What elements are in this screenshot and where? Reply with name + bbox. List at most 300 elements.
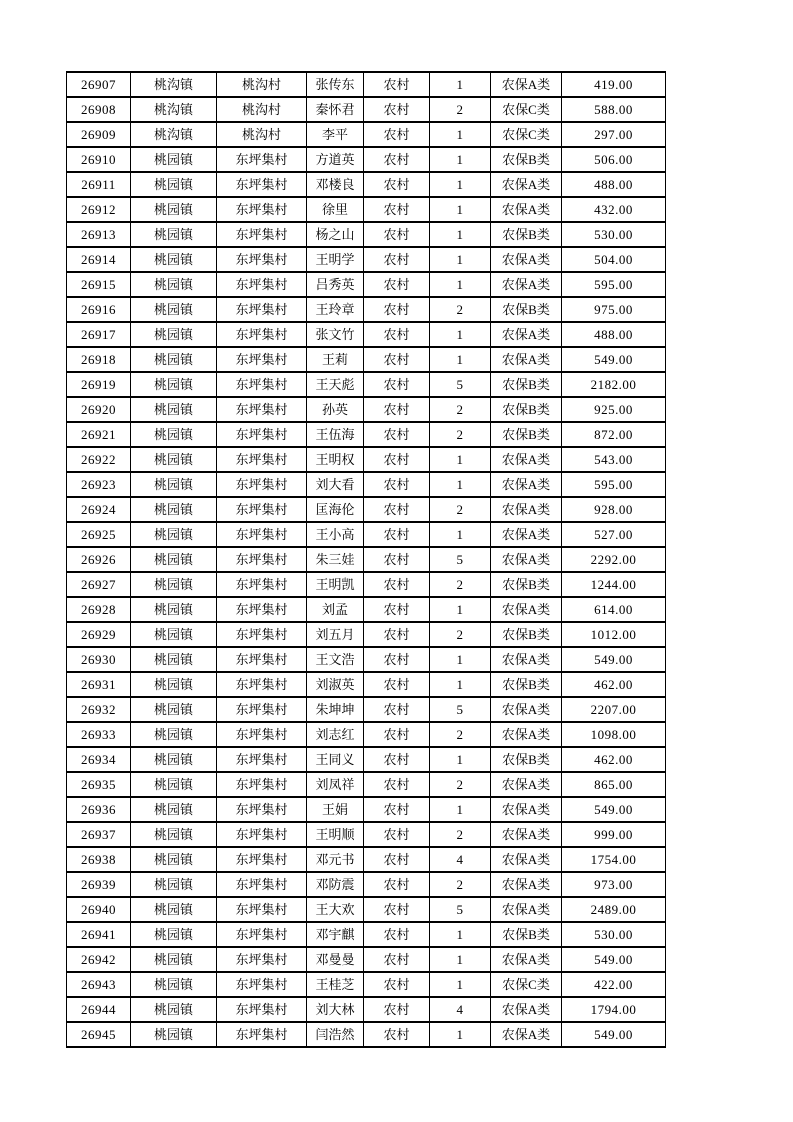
cell-residence-type: 农村: [364, 197, 430, 222]
cell-village-name: 东坪集村: [217, 672, 307, 697]
cell-residence-type: 农村: [364, 247, 430, 272]
cell-town-name: 桃沟镇: [131, 97, 217, 122]
cell-insurance-category: 农保A类: [491, 272, 562, 297]
cell-town-name: 桃园镇: [131, 472, 217, 497]
cell-person-count: 1: [430, 947, 491, 972]
cell-person-count: 1: [430, 472, 491, 497]
cell-town-name: 桃园镇: [131, 922, 217, 947]
cell-amount: 549.00: [562, 647, 666, 672]
cell-amount: 504.00: [562, 247, 666, 272]
cell-village-name: 东坪集村: [217, 522, 307, 547]
cell-insurance-category: 农保A类: [491, 947, 562, 972]
cell-insurance-category: 农保A类: [491, 247, 562, 272]
cell-town-name: 桃沟镇: [131, 72, 217, 97]
cell-amount: 588.00: [562, 97, 666, 122]
cell-person-count: 1: [430, 1022, 491, 1047]
cell-amount: 925.00: [562, 397, 666, 422]
cell-village-name: 东坪集村: [217, 872, 307, 897]
cell-person-count: 1: [430, 247, 491, 272]
cell-person-name: 王桂芝: [307, 972, 364, 997]
table-row: [67, 897, 666, 922]
cell-residence-type: 农村: [364, 147, 430, 172]
cell-amount: 543.00: [562, 447, 666, 472]
cell-insurance-category: 农保B类: [491, 422, 562, 447]
cell-residence-type: 农村: [364, 572, 430, 597]
cell-serial-number: 26913: [67, 222, 131, 247]
cell-residence-type: 农村: [364, 872, 430, 897]
cell-serial-number: 26919: [67, 372, 131, 397]
cell-insurance-category: 农保C类: [491, 972, 562, 997]
cell-residence-type: 农村: [364, 97, 430, 122]
cell-village-name: 东坪集村: [217, 822, 307, 847]
cell-person-name: 闫浩然: [307, 1022, 364, 1047]
cell-residence-type: 农村: [364, 547, 430, 572]
cell-person-name: 张传东: [307, 72, 364, 97]
cell-person-name: 刘大看: [307, 472, 364, 497]
cell-amount: 462.00: [562, 747, 666, 772]
table-row: [67, 372, 666, 397]
cell-person-count: 1: [430, 72, 491, 97]
cell-insurance-category: 农保A类: [491, 322, 562, 347]
cell-person-name: 邓曼曼: [307, 947, 364, 972]
cell-serial-number: 26933: [67, 722, 131, 747]
cell-residence-type: 农村: [364, 647, 430, 672]
table-row: [67, 597, 666, 622]
cell-person-count: 1: [430, 747, 491, 772]
table-row: [67, 772, 666, 797]
table-row: [67, 847, 666, 872]
cell-person-name: 刘志红: [307, 722, 364, 747]
cell-residence-type: 农村: [364, 922, 430, 947]
cell-serial-number: 26923: [67, 472, 131, 497]
cell-amount: 297.00: [562, 122, 666, 147]
cell-village-name: 桃沟村: [217, 72, 307, 97]
cell-insurance-category: 农保B类: [491, 222, 562, 247]
cell-residence-type: 农村: [364, 447, 430, 472]
cell-town-name: 桃园镇: [131, 597, 217, 622]
cell-amount: 872.00: [562, 422, 666, 447]
cell-town-name: 桃园镇: [131, 647, 217, 672]
cell-amount: 595.00: [562, 472, 666, 497]
cell-insurance-category: 农保C类: [491, 97, 562, 122]
table-row: [67, 722, 666, 747]
cell-person-count: 2: [430, 397, 491, 422]
cell-serial-number: 26928: [67, 597, 131, 622]
cell-person-name: 王同义: [307, 747, 364, 772]
cell-serial-number: 26939: [67, 872, 131, 897]
cell-residence-type: 农村: [364, 972, 430, 997]
table-row: [67, 1022, 666, 1047]
cell-serial-number: 26943: [67, 972, 131, 997]
cell-village-name: 东坪集村: [217, 897, 307, 922]
cell-amount: 432.00: [562, 197, 666, 222]
table-row: [67, 797, 666, 822]
cell-insurance-category: 农保A类: [491, 72, 562, 97]
cell-amount: 2489.00: [562, 897, 666, 922]
cell-amount: 1794.00: [562, 997, 666, 1022]
cell-serial-number: 26914: [67, 247, 131, 272]
cell-town-name: 桃园镇: [131, 197, 217, 222]
cell-town-name: 桃园镇: [131, 372, 217, 397]
cell-town-name: 桃园镇: [131, 322, 217, 347]
cell-residence-type: 农村: [364, 172, 430, 197]
cell-village-name: 东坪集村: [217, 447, 307, 472]
cell-town-name: 桃园镇: [131, 847, 217, 872]
cell-village-name: 东坪集村: [217, 297, 307, 322]
cell-person-count: 1: [430, 972, 491, 997]
cell-person-name: 张文竹: [307, 322, 364, 347]
cell-residence-type: 农村: [364, 722, 430, 747]
cell-town-name: 桃园镇: [131, 422, 217, 447]
cell-person-count: 2: [430, 722, 491, 747]
cell-insurance-category: 农保C类: [491, 122, 562, 147]
cell-serial-number: 26935: [67, 772, 131, 797]
cell-person-count: 5: [430, 697, 491, 722]
cell-insurance-category: 农保A类: [491, 172, 562, 197]
cell-serial-number: 26924: [67, 497, 131, 522]
cell-insurance-category: 农保B类: [491, 747, 562, 772]
cell-insurance-category: 农保A类: [491, 772, 562, 797]
cell-person-name: 王明学: [307, 247, 364, 272]
table-row: [67, 547, 666, 572]
cell-serial-number: 26909: [67, 122, 131, 147]
cell-serial-number: 26940: [67, 897, 131, 922]
cell-town-name: 桃园镇: [131, 797, 217, 822]
cell-village-name: 东坪集村: [217, 772, 307, 797]
cell-residence-type: 农村: [364, 272, 430, 297]
cell-insurance-category: 农保A类: [491, 997, 562, 1022]
cell-person-name: 李平: [307, 122, 364, 147]
table-row: [67, 622, 666, 647]
cell-town-name: 桃园镇: [131, 897, 217, 922]
table-row: [67, 72, 666, 97]
cell-insurance-category: 农保A类: [491, 897, 562, 922]
cell-residence-type: 农村: [364, 397, 430, 422]
table-row: [67, 347, 666, 372]
cell-town-name: 桃园镇: [131, 497, 217, 522]
cell-village-name: 东坪集村: [217, 547, 307, 572]
cell-amount: 2292.00: [562, 547, 666, 572]
cell-residence-type: 农村: [364, 322, 430, 347]
table-row: [67, 672, 666, 697]
cell-amount: 595.00: [562, 272, 666, 297]
cell-amount: 488.00: [562, 172, 666, 197]
cell-insurance-category: 农保A类: [491, 647, 562, 672]
cell-person-count: 1: [430, 222, 491, 247]
cell-person-name: 刘凤祥: [307, 772, 364, 797]
cell-amount: 614.00: [562, 597, 666, 622]
cell-village-name: 东坪集村: [217, 647, 307, 672]
table-row: [67, 272, 666, 297]
cell-residence-type: 农村: [364, 947, 430, 972]
cell-serial-number: 26911: [67, 172, 131, 197]
cell-person-count: 2: [430, 872, 491, 897]
cell-person-name: 邓元书: [307, 847, 364, 872]
cell-serial-number: 26916: [67, 297, 131, 322]
cell-amount: 928.00: [562, 497, 666, 522]
benefit-roster-table: [66, 71, 666, 1048]
cell-person-name: 朱坤坤: [307, 697, 364, 722]
cell-insurance-category: 农保A类: [491, 722, 562, 747]
table-row: [67, 222, 666, 247]
cell-person-count: 1: [430, 447, 491, 472]
cell-amount: 527.00: [562, 522, 666, 547]
cell-amount: 999.00: [562, 822, 666, 847]
cell-town-name: 桃园镇: [131, 172, 217, 197]
cell-insurance-category: 农保A类: [491, 597, 562, 622]
cell-person-name: 王娟: [307, 797, 364, 822]
cell-town-name: 桃园镇: [131, 722, 217, 747]
cell-amount: 549.00: [562, 1022, 666, 1047]
cell-village-name: 东坪集村: [217, 422, 307, 447]
cell-insurance-category: 农保A类: [491, 1022, 562, 1047]
cell-amount: 462.00: [562, 672, 666, 697]
cell-residence-type: 农村: [364, 522, 430, 547]
cell-village-name: 东坪集村: [217, 797, 307, 822]
cell-residence-type: 农村: [364, 847, 430, 872]
cell-amount: 419.00: [562, 72, 666, 97]
table-row: [67, 322, 666, 347]
cell-person-name: 刘孟: [307, 597, 364, 622]
cell-village-name: 东坪集村: [217, 922, 307, 947]
cell-insurance-category: 农保A类: [491, 822, 562, 847]
cell-person-name: 刘五月: [307, 622, 364, 647]
cell-serial-number: 26941: [67, 922, 131, 947]
cell-village-name: 东坪集村: [217, 347, 307, 372]
cell-residence-type: 农村: [364, 1022, 430, 1047]
cell-person-name: 杨之山: [307, 222, 364, 247]
cell-serial-number: 26907: [67, 72, 131, 97]
cell-serial-number: 26944: [67, 997, 131, 1022]
cell-serial-number: 26945: [67, 1022, 131, 1047]
cell-person-count: 1: [430, 172, 491, 197]
cell-town-name: 桃园镇: [131, 522, 217, 547]
cell-village-name: 桃沟村: [217, 97, 307, 122]
cell-town-name: 桃沟镇: [131, 122, 217, 147]
table-row: [67, 447, 666, 472]
cell-insurance-category: 农保B类: [491, 622, 562, 647]
cell-town-name: 桃园镇: [131, 947, 217, 972]
cell-serial-number: 26915: [67, 272, 131, 297]
table-row: [67, 497, 666, 522]
cell-amount: 1754.00: [562, 847, 666, 872]
cell-village-name: 东坪集村: [217, 572, 307, 597]
cell-person-count: 1: [430, 647, 491, 672]
cell-town-name: 桃园镇: [131, 347, 217, 372]
cell-village-name: 东坪集村: [217, 722, 307, 747]
cell-person-count: 5: [430, 897, 491, 922]
cell-residence-type: 农村: [364, 472, 430, 497]
cell-village-name: 东坪集村: [217, 147, 307, 172]
cell-amount: 549.00: [562, 347, 666, 372]
cell-town-name: 桃园镇: [131, 147, 217, 172]
table-row: [67, 422, 666, 447]
cell-village-name: 东坪集村: [217, 322, 307, 347]
cell-person-name: 吕秀英: [307, 272, 364, 297]
cell-town-name: 桃园镇: [131, 447, 217, 472]
cell-person-count: 2: [430, 297, 491, 322]
cell-person-name: 徐里: [307, 197, 364, 222]
cell-insurance-category: 农保B类: [491, 922, 562, 947]
table-row: [67, 522, 666, 547]
cell-village-name: 东坪集村: [217, 222, 307, 247]
cell-amount: 973.00: [562, 872, 666, 897]
cell-serial-number: 26929: [67, 622, 131, 647]
cell-village-name: 东坪集村: [217, 972, 307, 997]
cell-serial-number: 26921: [67, 422, 131, 447]
cell-residence-type: 农村: [364, 297, 430, 322]
cell-serial-number: 26925: [67, 522, 131, 547]
cell-amount: 2207.00: [562, 697, 666, 722]
cell-person-name: 王伍海: [307, 422, 364, 447]
cell-village-name: 东坪集村: [217, 697, 307, 722]
cell-town-name: 桃园镇: [131, 272, 217, 297]
cell-person-name: 王大欢: [307, 897, 364, 922]
cell-person-name: 方道英: [307, 147, 364, 172]
cell-insurance-category: 农保A类: [491, 697, 562, 722]
cell-town-name: 桃园镇: [131, 572, 217, 597]
cell-person-name: 朱三娃: [307, 547, 364, 572]
cell-residence-type: 农村: [364, 347, 430, 372]
cell-amount: 2182.00: [562, 372, 666, 397]
cell-person-count: 2: [430, 422, 491, 447]
cell-person-count: 5: [430, 547, 491, 572]
cell-insurance-category: 农保A类: [491, 847, 562, 872]
cell-village-name: 东坪集村: [217, 1022, 307, 1047]
cell-serial-number: 26926: [67, 547, 131, 572]
cell-person-count: 4: [430, 847, 491, 872]
cell-town-name: 桃园镇: [131, 222, 217, 247]
cell-serial-number: 26930: [67, 647, 131, 672]
cell-person-count: 2: [430, 772, 491, 797]
cell-town-name: 桃园镇: [131, 622, 217, 647]
table-row: [67, 972, 666, 997]
cell-person-count: 4: [430, 997, 491, 1022]
cell-insurance-category: 农保B类: [491, 672, 562, 697]
cell-insurance-category: 农保A类: [491, 497, 562, 522]
cell-insurance-category: 农保A类: [491, 347, 562, 372]
cell-insurance-category: 农保A类: [491, 797, 562, 822]
cell-serial-number: 26922: [67, 447, 131, 472]
table-row: [67, 97, 666, 122]
cell-person-name: 匡海伦: [307, 497, 364, 522]
cell-town-name: 桃园镇: [131, 547, 217, 572]
cell-person-count: 1: [430, 122, 491, 147]
cell-person-name: 刘淑英: [307, 672, 364, 697]
cell-residence-type: 农村: [364, 772, 430, 797]
cell-serial-number: 26938: [67, 847, 131, 872]
table-row: [67, 947, 666, 972]
cell-person-name: 王小高: [307, 522, 364, 547]
cell-person-name: 邓防震: [307, 872, 364, 897]
cell-amount: 506.00: [562, 147, 666, 172]
cell-person-count: 1: [430, 347, 491, 372]
table-row: [67, 647, 666, 672]
table-row: [67, 572, 666, 597]
cell-village-name: 东坪集村: [217, 372, 307, 397]
table-row: [67, 822, 666, 847]
cell-amount: 549.00: [562, 947, 666, 972]
cell-serial-number: 26937: [67, 822, 131, 847]
cell-insurance-category: 农保A类: [491, 197, 562, 222]
cell-person-name: 孙英: [307, 397, 364, 422]
cell-insurance-category: 农保A类: [491, 447, 562, 472]
cell-town-name: 桃园镇: [131, 1022, 217, 1047]
cell-person-name: 王明凯: [307, 572, 364, 597]
table-row: [67, 697, 666, 722]
roster-table-container: [66, 71, 666, 1048]
cell-residence-type: 农村: [364, 372, 430, 397]
cell-village-name: 东坪集村: [217, 997, 307, 1022]
cell-serial-number: 26936: [67, 797, 131, 822]
table-row: [67, 472, 666, 497]
cell-serial-number: 26917: [67, 322, 131, 347]
cell-person-name: 刘大林: [307, 997, 364, 1022]
cell-residence-type: 农村: [364, 497, 430, 522]
cell-person-count: 1: [430, 272, 491, 297]
cell-insurance-category: 农保A类: [491, 522, 562, 547]
cell-person-count: 1: [430, 522, 491, 547]
cell-person-count: 1: [430, 322, 491, 347]
cell-amount: 422.00: [562, 972, 666, 997]
cell-person-count: 1: [430, 922, 491, 947]
cell-person-count: 1: [430, 147, 491, 172]
cell-serial-number: 26912: [67, 197, 131, 222]
cell-person-count: 1: [430, 597, 491, 622]
cell-town-name: 桃园镇: [131, 997, 217, 1022]
table-row: [67, 122, 666, 147]
cell-village-name: 东坪集村: [217, 847, 307, 872]
cell-residence-type: 农村: [364, 997, 430, 1022]
cell-person-name: 王明顺: [307, 822, 364, 847]
cell-town-name: 桃园镇: [131, 672, 217, 697]
cell-person-name: 邓宇麒: [307, 922, 364, 947]
cell-insurance-category: 农保B类: [491, 147, 562, 172]
cell-serial-number: 26934: [67, 747, 131, 772]
cell-residence-type: 农村: [364, 822, 430, 847]
cell-village-name: 东坪集村: [217, 947, 307, 972]
cell-serial-number: 26920: [67, 397, 131, 422]
cell-residence-type: 农村: [364, 897, 430, 922]
cell-village-name: 东坪集村: [217, 497, 307, 522]
cell-residence-type: 农村: [364, 697, 430, 722]
cell-person-name: 邓楼良: [307, 172, 364, 197]
cell-town-name: 桃园镇: [131, 747, 217, 772]
cell-residence-type: 农村: [364, 747, 430, 772]
cell-town-name: 桃园镇: [131, 397, 217, 422]
cell-residence-type: 农村: [364, 672, 430, 697]
cell-insurance-category: 农保A类: [491, 472, 562, 497]
cell-serial-number: 26910: [67, 147, 131, 172]
cell-person-count: 1: [430, 197, 491, 222]
cell-amount: 488.00: [562, 322, 666, 347]
cell-amount: 530.00: [562, 222, 666, 247]
cell-town-name: 桃园镇: [131, 247, 217, 272]
cell-amount: 1012.00: [562, 622, 666, 647]
cell-insurance-category: 农保B类: [491, 372, 562, 397]
cell-residence-type: 农村: [364, 72, 430, 97]
cell-residence-type: 农村: [364, 797, 430, 822]
cell-person-count: 2: [430, 572, 491, 597]
cell-insurance-category: 农保A类: [491, 872, 562, 897]
cell-serial-number: 26931: [67, 672, 131, 697]
table-row: [67, 872, 666, 897]
cell-person-name: 王明权: [307, 447, 364, 472]
cell-residence-type: 农村: [364, 622, 430, 647]
cell-person-name: 王莉: [307, 347, 364, 372]
cell-person-name: 王文浩: [307, 647, 364, 672]
cell-residence-type: 农村: [364, 422, 430, 447]
